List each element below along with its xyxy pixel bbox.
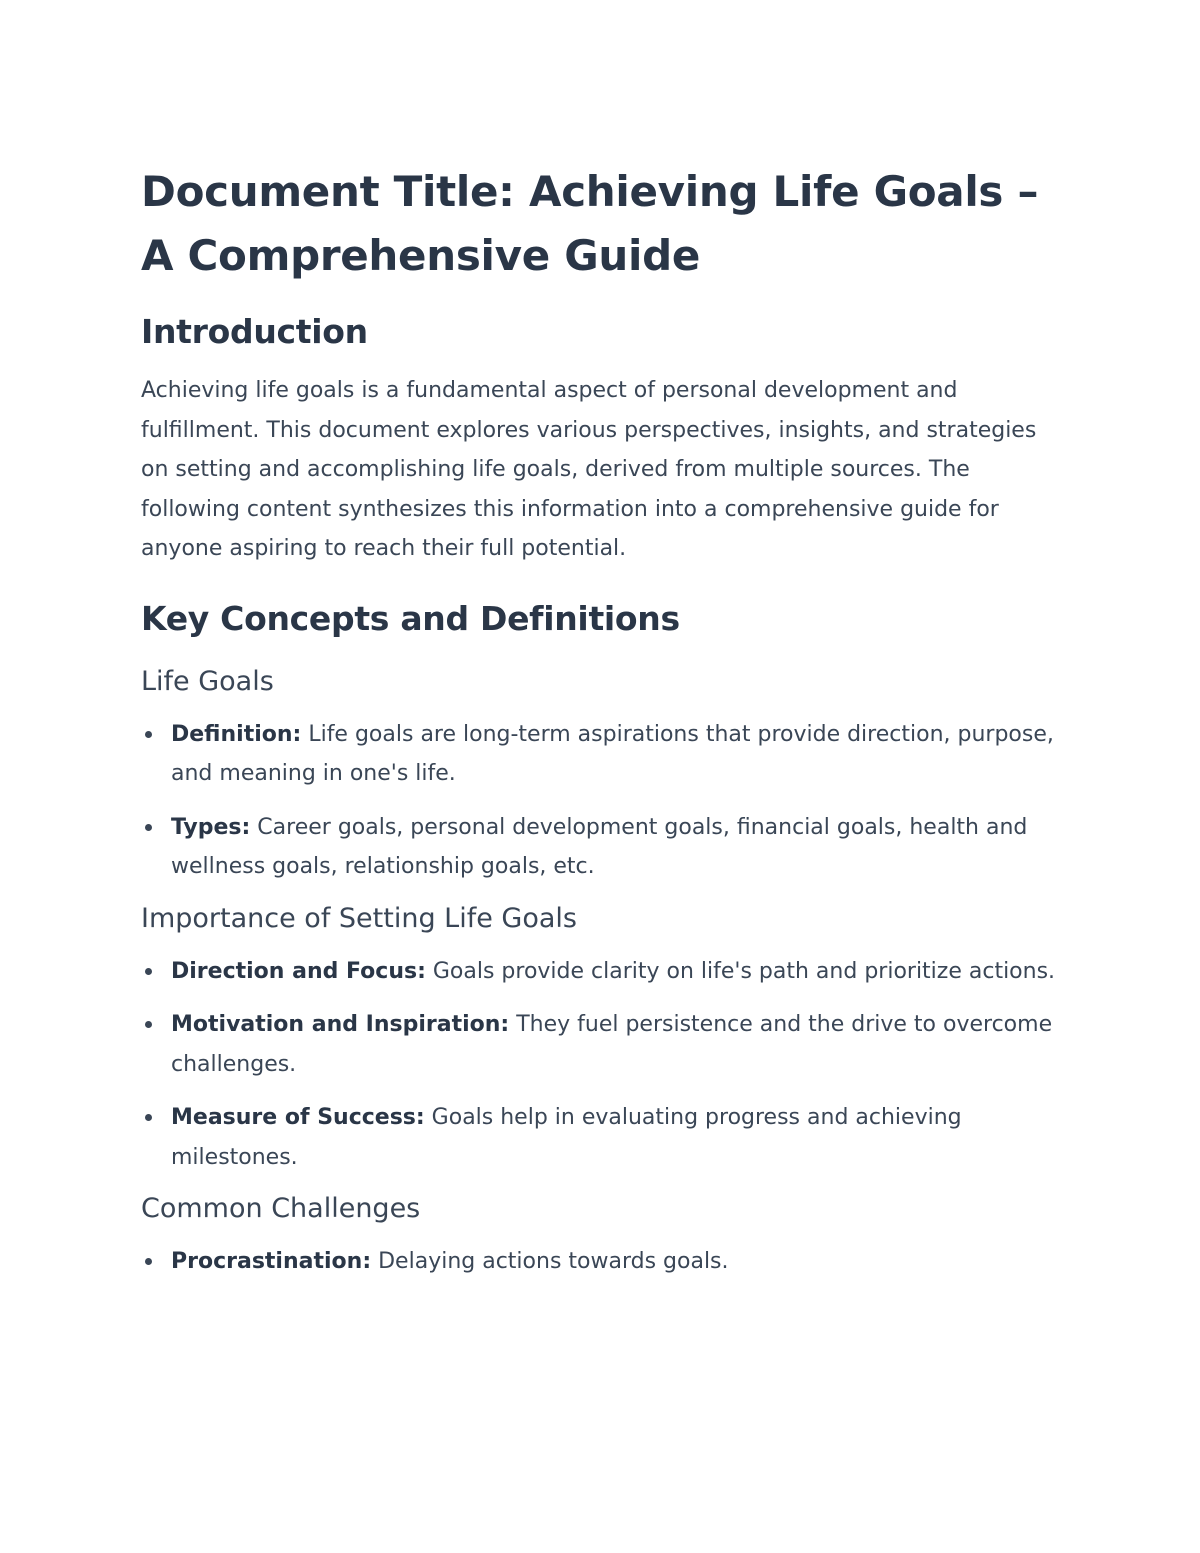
list-item-text: Delaying actions towards goals. <box>371 1249 729 1274</box>
list-item-text: Goals provide clarity on life's path and prioritize actions. <box>425 958 1056 984</box>
list-item-term: Definition: <box>171 721 302 747</box>
list-item-text: They fuel persistence and the drive to overcome challenges. <box>171 1012 1053 1077</box>
list-item-term: Measure of Success: <box>171 1105 425 1130</box>
life-goals-heading: Life Goals <box>141 665 274 697</box>
document-title: Document Title: Achieving Life Goals – A Comprehensive Guide <box>141 167 1039 280</box>
key-concepts-heading: Key Concepts and Definitions <box>141 598 680 638</box>
list-item <box>141 1005 1061 1084</box>
importance-heading: Importance of Setting Life Goals <box>141 902 577 934</box>
list-item-text: Goals help in evaluating progress and achieving milestones. <box>171 1105 962 1170</box>
list-item-text: Career goals, personal development goals, financial goals, health and wellness goals, relationship goals, etc. <box>171 814 1028 879</box>
list-item-term: Direction and Focus: <box>171 958 426 984</box>
list-item-term: Types: <box>171 814 251 840</box>
list-item <box>141 1098 1061 1177</box>
list-item <box>141 952 1061 992</box>
list-item-term: Procrastination: <box>171 1249 372 1274</box>
challenges-heading: Common Challenges <box>141 1193 421 1224</box>
importance-list <box>141 952 1061 1178</box>
challenges-list <box>141 1242 1061 1282</box>
introduction-paragraph: Achieving life goals is a fundamental aspect of personal development and fulfillment. This document explores various perspectives, insights, and strategies on setting and accomplishing life goals, derived from multiple sources. The following content synthesizes this information into a comprehensive guide for anyone aspiring to reach their full potential. <box>141 378 1037 561</box>
list-item-text: Life goals are long-term aspirations that provide direction, purpose, and meaning in one's life. <box>171 721 1054 786</box>
list-item <box>141 715 1061 794</box>
list-item <box>141 808 1061 887</box>
document-page <box>141 160 1061 1282</box>
life-goals-list <box>141 715 1061 887</box>
introduction-heading: Introduction <box>141 312 368 351</box>
list-item <box>141 1242 1061 1282</box>
list-item-term: Motivation and Inspiration: <box>171 1012 510 1037</box>
